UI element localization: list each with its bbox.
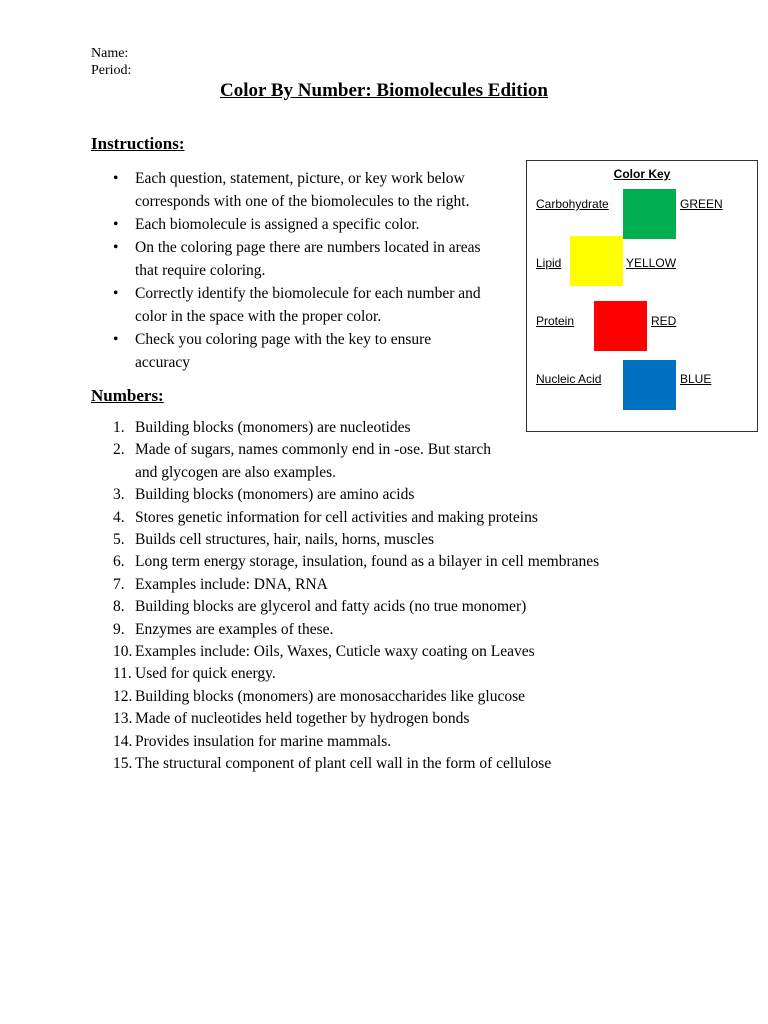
list-item: 4. Stores genetic information for cell activities and making proteins — [113, 508, 538, 526]
instruction-item: • Correctly identify the biomolecule for each number and color in the space with the proper color. — [113, 282, 505, 328]
key-color-red: RED — [651, 314, 677, 328]
bullet-icon: • — [113, 216, 119, 233]
list-item: 3. Building blocks (monomers) are amino acids — [113, 486, 415, 504]
key-color-green: GREEN — [680, 197, 723, 211]
list-item: 2. Made of sugars, names commonly end in -ose. But starch and glycogen are also examples. — [113, 441, 491, 481]
bullet-icon: • — [113, 170, 119, 187]
list-item: 10. Examples include: Oils, Waxes, Cuticle waxy coating on Leaves — [113, 643, 535, 661]
numbers-list — [113, 417, 753, 776]
instruction-item: • On the coloring page there are numbers located in areas that require coloring. — [113, 236, 495, 282]
swatch-lipid — [570, 236, 623, 286]
color-key-title: Color Key — [613, 167, 671, 181]
swatch-nucleic-acid — [623, 360, 676, 410]
list-item: 14. Provides insulation for marine mammals. — [113, 732, 392, 750]
key-color-yellow: YELLOW — [626, 256, 677, 270]
key-color-blue: BLUE — [680, 372, 712, 386]
bullet-icon: • — [113, 285, 119, 302]
list-item: 13. Made of nucleotides held together by hydrogen bonds — [113, 710, 470, 728]
swatch-carbohydrate — [623, 189, 676, 239]
list-item: 6. Long term energy storage, insulation, found as a bilayer in cell membranes — [113, 553, 600, 571]
instructions-heading: Instructions: — [91, 134, 185, 153]
instructions-list — [113, 167, 523, 374]
swatch-protein — [594, 301, 647, 351]
instruction-item: • Each question, statement, picture, or key work below corresponds with one of the biomolecules to the right. — [113, 167, 523, 213]
instruction-item: • Each biomolecule is assigned a specific color. — [113, 213, 523, 236]
key-label-carbohydrate: Carbohydrate — [536, 197, 609, 211]
instruction-item: • Check you coloring page with the key to ensure accuracy — [113, 328, 490, 374]
color-key — [526, 160, 758, 432]
page-title: Color By Number: Biomolecules Edition — [220, 80, 548, 101]
bullet-icon: • — [113, 331, 119, 348]
list-item: 15. The structural component of plant cell wall in the form of cellulose — [113, 755, 552, 773]
key-label-lipid: Lipid — [536, 256, 562, 270]
key-label-protein: Protein — [536, 314, 575, 328]
list-item: 9. Enzymes are examples of these. — [113, 620, 334, 638]
list-item: 1. Building blocks (monomers) are nucleotides — [113, 419, 411, 436]
key-label-nucleic-acid: Nucleic Acid — [536, 372, 602, 386]
list-item: 7. Examples include: DNA, RNA — [113, 575, 328, 593]
period-label: Period: — [91, 63, 132, 78]
list-item: 8. Building blocks are glycerol and fatty acids (no true monomer) — [113, 598, 527, 616]
numbers-heading: Numbers: — [91, 386, 164, 405]
list-item: 11. Used for quick energy. — [113, 665, 276, 683]
name-label: Name: — [91, 46, 129, 61]
list-item: 12. Building blocks (monomers) are monosaccharides like glucose — [113, 687, 525, 705]
bullet-icon: • — [113, 239, 119, 256]
list-item: 5. Builds cell structures, hair, nails, horns, muscles — [113, 531, 434, 549]
